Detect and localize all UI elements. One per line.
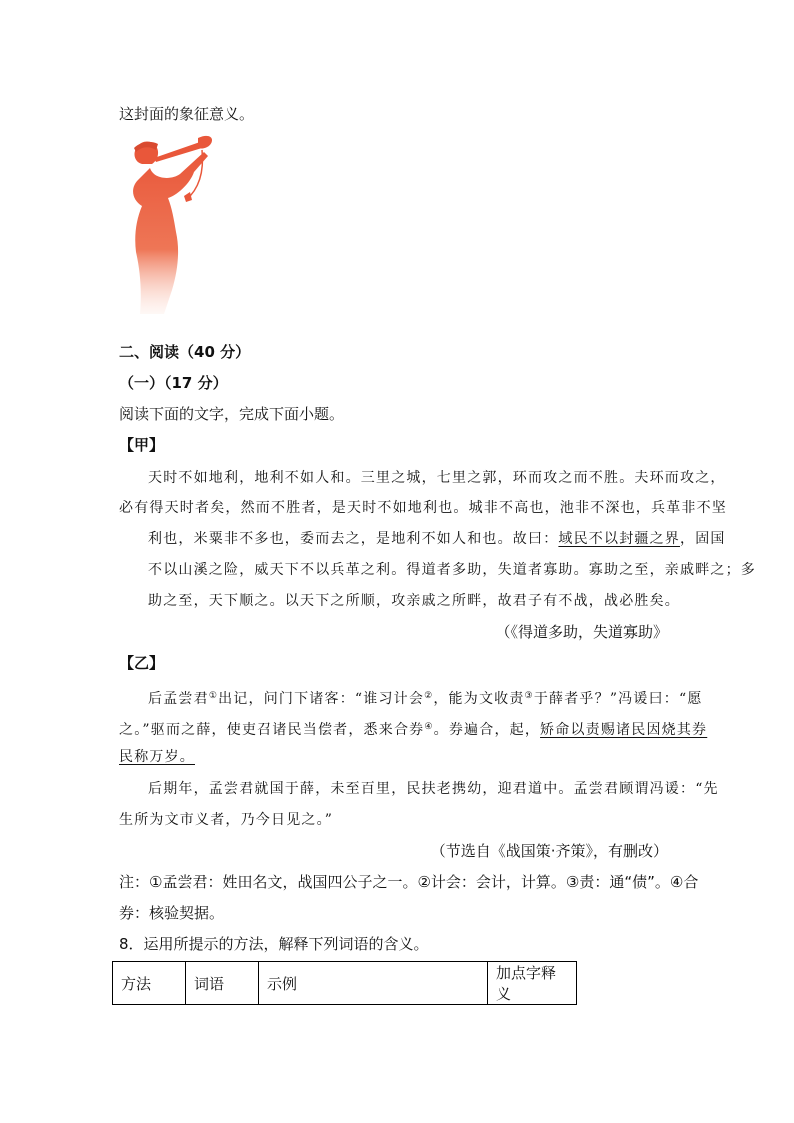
header-meaning: 加点字释义 <box>488 962 577 1005</box>
passage-yi-line-2: 之。”驱而之薛，使吏召诸民当偿者，悉来合券④。券遍合，起，矫命以责赐诸民因烧其券 <box>119 722 708 738</box>
reading-instruction: 阅读下面的文字，完成下面小题。 <box>119 405 345 423</box>
passage-yi-label: 【乙】 <box>119 654 165 672</box>
passage-jia-line-5: 助之至，天下顺之。以天下之所顺，攻亲戚之所畔，故君子有不战，战必胜矣。 <box>148 593 680 609</box>
passage-jia-line-2: 必有得天时者矣，然而不胜者，是天时不如地利也。城非不高也，池非不深也，兵革非不坚 <box>119 500 727 516</box>
header-method: 方法 <box>113 962 186 1005</box>
question-8: 8．运用所提示的方法，解释下列词语的含义。 <box>119 935 429 953</box>
section-subtitle: （一）（17 分） <box>119 374 228 392</box>
passage-yi-line-1: 后孟尝君①出记，问门下诸客：“谁习计会②，能为文收责③于薛者乎？”冯谖曰：“愿 <box>148 691 703 707</box>
method-table <box>112 961 577 1005</box>
passage-yi-source: （节选自《战国策·齐策》，有删改） <box>430 842 668 860</box>
passage-jia-line-4: 不以山溪之险，威天下不以兵革之利。得道者多助，失道者寡助。寡助之至，亲戚畔之；多 <box>148 562 756 578</box>
notes-line-1: 注：①孟尝君：姓田名文，战国四公子之一。②计会：会计，计算。③责：通“债”。④合 <box>119 873 699 891</box>
passage-jia-line-3: 利也，米粟非不多也，委而去之，是地利不如人和也。故曰：域民不以封疆之界，固国 <box>148 531 726 547</box>
bugler-silhouette-image <box>120 130 215 315</box>
passage-yi-line-5: 生所为文市义者，乃今日见之。” <box>119 812 334 828</box>
passage-jia-source: （《得道多助，失道寡助》 <box>495 623 668 641</box>
passage-yi-line-3: 民称万岁。 <box>119 749 195 765</box>
header-word: 词语 <box>186 962 259 1005</box>
passage-jia-line-1: 天时不如地利，地利不如人和。三里之城，七里之郭，环而攻之而不胜。夫环而攻之， <box>148 470 726 486</box>
intro-tail-text: 这封面的象征意义。 <box>119 105 255 123</box>
table-header-row <box>113 962 577 1005</box>
passage-jia-label: 【甲】 <box>119 436 165 454</box>
notes-line-2: 券：核验契据。 <box>119 904 225 922</box>
passage-yi-line-4: 后期年，孟尝君就国于薛，未至百里，民扶老携幼，迎君道中。孟尝君顾谓冯谖：“先 <box>148 781 719 797</box>
underlined-phrase-jia: 域民不以封疆之界 <box>558 531 681 547</box>
header-example: 示例 <box>259 962 488 1005</box>
section-title: 二、阅读（40 分） <box>119 343 251 361</box>
underlined-phrase-yi: 矫命以责赐诸民因烧其券 <box>540 722 708 738</box>
